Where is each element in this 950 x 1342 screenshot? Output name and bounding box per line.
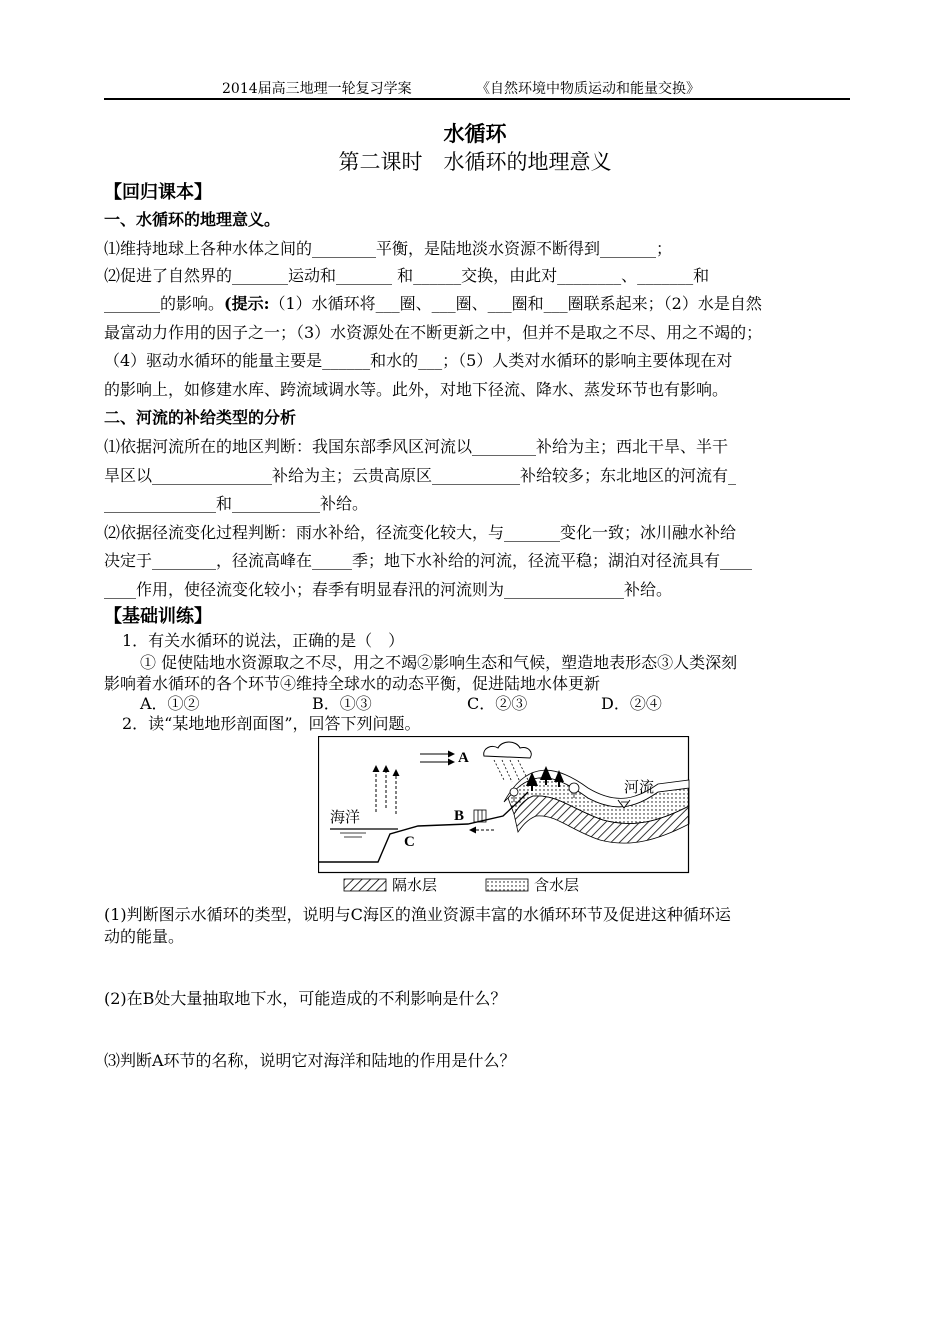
hint-label: (提示: xyxy=(224,294,270,313)
section-training: 【基础训练】 xyxy=(104,606,212,627)
q1-option-a: A．①② xyxy=(140,694,200,713)
text-line-3 xyxy=(104,291,854,314)
q2-sub2: (2)在B处大量抽取地下水，可能造成的不利影响是什么？ xyxy=(104,989,507,1008)
text-line-4: 最富动力作用的因子之一；（3）水资源处在不断更新之中，但并不是取之不尽、用之不竭的； xyxy=(104,323,763,342)
text-line-3c: （1）水循环将___圈、___圈、___圈和___圈联系起来；（2）水是自然 xyxy=(269,294,762,313)
label-sea: 海洋 xyxy=(330,808,361,826)
q2-sub1-line-1: (1)判断图示水循环的类型，说明与C海区的渔业资源丰富的水循环环节及促进这种循环运 xyxy=(104,905,731,924)
q1-option-d: D．②④ xyxy=(601,694,662,713)
q2-sub3: ⑶判断A环节的名称，说明它对海洋和陆地的作用是什么？ xyxy=(104,1051,516,1070)
label-a: A xyxy=(458,750,469,766)
legend-aquifer-label: 含水层 xyxy=(534,876,580,894)
text-line-10: ⑵依据径流变化过程判断：雨水补给，径流变化较大，与_______变化一致；冰川融水补给 xyxy=(104,523,737,542)
q1-line-2: 影响着水循环的各个环节④维持全球水的动态平衡，促进陆地水体更新 xyxy=(104,674,601,693)
text-line-1: ⑴维持地球上各种水体之间的________平衡，是陆地淡水资源不断得到_______； xyxy=(104,239,673,258)
terrain-profile-figure xyxy=(318,736,690,898)
q1-option-b: B．①③ xyxy=(312,694,372,713)
legend-aquifer-swatch xyxy=(486,879,528,891)
section-part2: 二、河流的补给类型的分析 xyxy=(104,408,297,427)
header-right: 《自然环境中物质运动和能量交换》 xyxy=(476,81,700,97)
legend-aquitard-swatch xyxy=(344,879,386,891)
header-left: 2014届高三地理一轮复习学案 xyxy=(222,81,412,97)
text-line-7: ⑴依据河流所在的地区判断：我国东部季风区河流以________补给为主；西北干旱、半干 xyxy=(104,437,729,456)
label-b: B xyxy=(454,808,465,824)
q1-stem: 1．有关水循环的说法，正确的是（ ） xyxy=(122,631,405,650)
section-part1: 一、水循环的地理意义。 xyxy=(104,210,281,229)
page-title: 水循环 xyxy=(443,121,507,146)
label-c: C xyxy=(404,834,415,850)
text-line-11: 决定于________，径流高峰在_____季；地下水补给的河流，径流平稳；湖泊对径流具有____ xyxy=(104,551,753,570)
q2-sub1-line-2: 动的能量。 xyxy=(104,927,185,946)
section-review: 【回归课本】 xyxy=(104,182,212,203)
text-line-5: （4）驱动水循环的能量主要是______和水的___；（5）人类对水循环的影响主要体现在对 xyxy=(104,351,733,370)
text-line-8: 旱区以_______________补给为主；云贵高原区___________补给较多；东北地区的河流有_ xyxy=(104,466,737,485)
q2-stem: 2．读“某地地形剖面图”，回答下列问题。 xyxy=(122,714,421,733)
q1-option-c: C．②③ xyxy=(467,694,528,713)
text-line-2: ⑵促进了自然界的_______运动和_______ 和______交换，由此对________、_______和 xyxy=(104,266,710,285)
label-river: 河流 xyxy=(624,778,655,796)
q1-line-1: ① 促使陆地水资源取之不尽，用之不竭②影响生态和气候，塑造地表形态③人类深刻 xyxy=(140,653,738,672)
legend-aquitard-label: 隔水层 xyxy=(392,876,438,894)
page-subtitle: 第二课时 水循环的地理意义 xyxy=(338,150,612,174)
page-header xyxy=(104,76,850,100)
text-line-3a: _______的影响。 xyxy=(104,294,225,313)
text-line-6: 的影响上，如修建水库、跨流域调水等。此外，对地下径流、降水、蒸发环节也有影响。 xyxy=(104,380,729,399)
text-line-12: ____作用，使径流变化较小；春季有明显春汛的河流则为_______________补给。 xyxy=(104,580,673,599)
text-line-9: ______________和___________补给。 xyxy=(104,494,369,513)
